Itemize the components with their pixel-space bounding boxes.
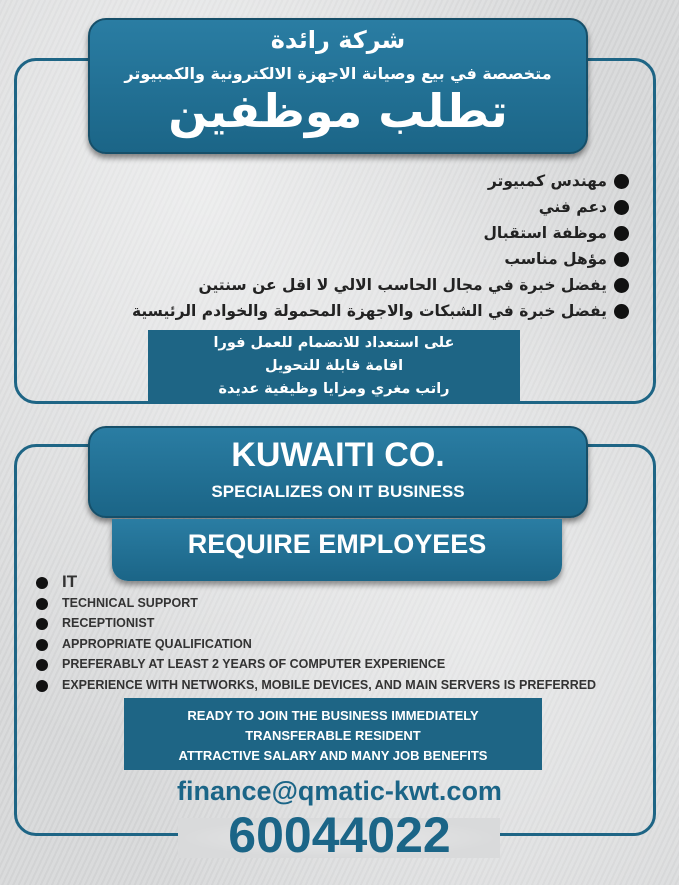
english-benefits-box [124,698,542,770]
arabic-specialty: متخصصة في بيع وصيانة الاجهزة الالكترونية والكمبيوتر [124,64,552,83]
arabic-benefits-box [148,330,520,402]
benefit-line: راتب مغري ومزايا وظيفية عديدة [218,381,450,397]
list-item: دعم فني [69,194,629,220]
bullet-icon [614,304,629,319]
list-item: مؤهل مناسب [69,246,629,272]
list-item: مهندس كمبيوتر [69,168,629,194]
bullet-icon [614,252,629,267]
benefit-line: على استعداد للانضمام للعمل فورا [213,335,455,351]
bullet-icon [614,200,629,215]
bullet-icon [36,639,48,651]
benefit-line: اقامة قابلة للتحويل [264,358,404,374]
bullet-icon [614,278,629,293]
bullet-icon [36,598,48,610]
contact-phone[interactable]: 60044022 [228,807,451,863]
arabic-company-name: شركة رائدة [270,26,406,54]
english-company-name: KUWAITI CO. [231,436,445,474]
bullet-icon [36,659,48,671]
list-item: يفضل خبرة في الشبكات والاجهزة المحمولة والخوادم الرئيسية [69,298,629,324]
english-positions-list [36,572,656,696]
arabic-headline: تطلب موظفين [168,84,508,138]
list-item: IT [36,572,656,593]
list-item: RECEPTIONIST [36,613,656,634]
list-item: APPROPRIATE QUALIFICATION [36,634,656,655]
bullet-icon [36,680,48,692]
arabic-header-banner [88,18,588,154]
benefit-line: ATTRACTIVE SALARY AND MANY JOB BENEFITS [178,748,488,763]
list-item: TECHNICAL SUPPORT [36,593,656,614]
benefit-line: READY TO JOIN THE BUSINESS IMMEDIATELY [187,708,479,723]
english-specialty: SPECIALIZES ON IT BUSINESS [211,482,465,501]
english-header-banner [88,426,588,518]
contact-email[interactable]: finance@qmatic-kwt.com [177,776,502,806]
list-item: EXPERIENCE WITH NETWORKS, MOBILE DEVICES, AND MAIN SERVERS IS PREFERRED [36,675,656,696]
benefit-line: TRANSFERABLE RESIDENT [245,728,421,743]
bullet-icon [614,226,629,241]
bullet-icon [36,577,48,589]
bullet-icon [614,174,629,189]
list-item: يفضل خبرة في مجال الحاسب الالي لا اقل عن سنتين [69,272,629,298]
list-item: موظفة استقبال [69,220,629,246]
list-item: PREFERABLY AT LEAST 2 YEARS OF COMPUTER EXPERIENCE [36,654,656,675]
english-headline: REQUIRE EMPLOYEES [112,519,562,581]
arabic-positions-list [69,168,629,324]
bullet-icon [36,618,48,630]
